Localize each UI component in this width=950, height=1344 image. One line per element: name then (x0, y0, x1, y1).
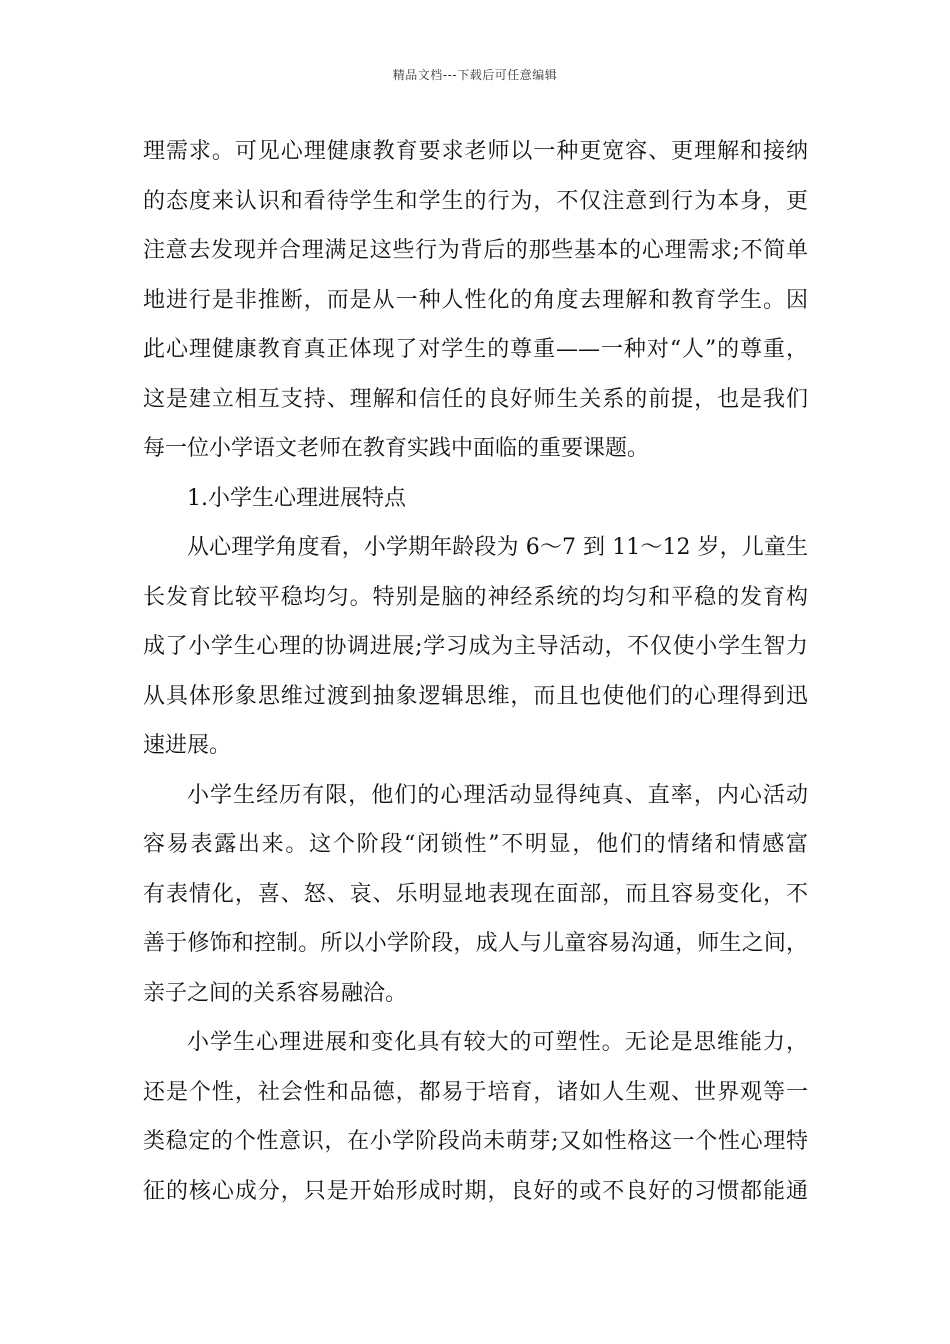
text-line: 还是个性，社会性和品德，都易于培育，诸如人生观、世界观等一 (143, 1079, 808, 1105)
paragraph (143, 1018, 808, 1216)
document-body (143, 127, 808, 1216)
text-line: 理需求。可见心理健康教育要求老师以一种更宽容、更理解和接纳 (143, 139, 808, 164)
text-line: 亲子之间的关系容易融洽。 (143, 980, 408, 1006)
text-line: 善于修饰和控制。所以小学阶段，成人与儿童容易沟通，师生之间， (143, 931, 808, 956)
text-line: 征的核心成分，只是开始形成时期，良好的或不良好的习惯都能通 (143, 1178, 808, 1204)
text-line: 长发育比较平稳均匀。特别是脑的神经系统的均匀和平稳的发育构 (143, 584, 808, 610)
text-line: 从心理学角度看，小学期年龄段为 6～7 到 11～12 岁，儿童生 (187, 535, 808, 560)
text-line: 注意去发现并合理满足这些行为背后的那些基本的心理需求;不简单 (143, 238, 808, 263)
text-line: 速进展。 (143, 733, 232, 758)
text-line: 地进行是非推断，而是从一种人性化的角度去理解和教育学生。因 (143, 287, 808, 313)
text-line: 这是建立相互支持、理解和信任的良好师生关系的前提，也是我们 (143, 386, 808, 412)
text-line: 容易表露出来。这个阶段“闭锁性”不明显，他们的情绪和情感富 (143, 832, 808, 857)
section-heading (143, 474, 808, 524)
text-line: 的态度来认识和看待学生和学生的行为，不仅注意到行为本身，更 (143, 188, 808, 214)
heading-line: 1.小学生心理进展特点 (187, 485, 406, 511)
text-line: 有表情化，喜、怒、哀、乐明显地表现在面部，而且容易变化，不 (143, 881, 808, 907)
text-line: 成了小学生心理的协调进展;学习成为主导活动，不仅使小学生智力 (143, 634, 808, 659)
paragraph-continuation (143, 127, 808, 474)
text-line: 从具体形象思维过渡到抽象逻辑思维，而且也使他们的心理得到迅 (143, 683, 808, 709)
text-line: 小学生心理进展和变化具有较大的可塑性。无论是思维能力， (187, 1030, 808, 1055)
text-line: 每一位小学语文老师在教育实践中面临的重要课题。 (143, 436, 650, 461)
page-header: 精品文档---下载后可任意编辑 (392, 68, 558, 82)
text-line: 类稳定的个性意识，在小学阶段尚未萌芽;又如性格这一个性心理特 (143, 1129, 808, 1154)
text-line: 此心理健康教育真正体现了对学生的尊重——一种对“人”的尊重， (143, 337, 808, 362)
paragraph (143, 523, 808, 771)
paragraph (143, 771, 808, 1019)
text-line: 小学生经历有限，他们的心理活动显得纯真、直率，内心活动 (187, 782, 808, 808)
